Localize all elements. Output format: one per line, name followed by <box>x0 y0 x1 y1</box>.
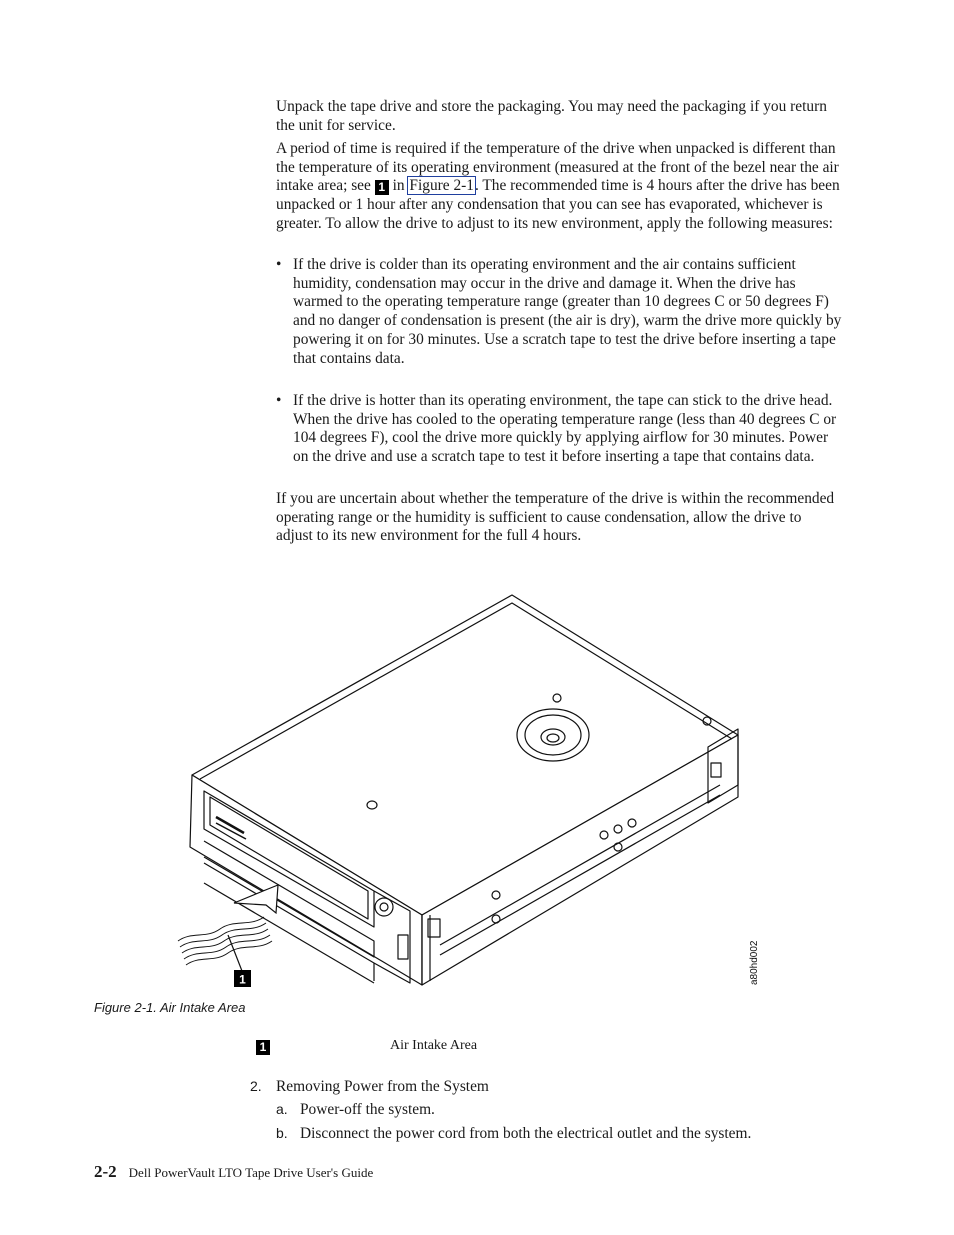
figure-caption: Figure 2-1. Air Intake Area <box>94 1000 246 1015</box>
step-a-number: a. <box>276 1101 288 1117</box>
intro-paragraph <box>276 98 842 135</box>
uncertain-paragraph <box>276 490 842 546</box>
legend-label: Air Intake Area <box>390 1038 478 1053</box>
step-2-number: 2. <box>250 1078 262 1094</box>
tape-drive-illustration <box>160 585 770 995</box>
bullet-marker: • <box>276 392 282 409</box>
figure-callout-1-label: 1 <box>239 972 246 987</box>
page-footer <box>94 1162 373 1182</box>
bullet-marker: • <box>276 256 282 273</box>
figure-legend <box>256 1038 756 1058</box>
temperature-text-end: . The recommended time is 4 hours after the drive has been unpacked or 1 hour after any condensation that you can see has evaporated, whichever is greater. To allow the drive to adjust to its new environment, apply the following measures: <box>276 177 840 232</box>
bullet-colder-text: If the drive is colder than its operating environment and the air contains sufficient humidity, condensation may occur in the drive and damage it. When the drive has warmed to the operating temperature range (greater than 10 degrees C or 50 degrees F) and no danger of condensation is present (the air is dry), warm the drive more quickly by powering it on for 30 minutes. Use a scratch tape to test the drive before inserting a tape that contains data. <box>293 256 842 367</box>
step-a-text: Power-off the system. <box>300 1101 435 1118</box>
legend-callout-1: 1 <box>256 1040 270 1055</box>
temperature-paragraph <box>276 140 842 234</box>
uncertain-text: If you are uncertain about whether the temperature of the drive is within the recommended operating range or the humidity is sufficient to cause condensation, allow the drive to adjust to its new environment for the full 4 hours. <box>276 490 835 545</box>
bullet-hotter <box>276 392 842 467</box>
document-title: Dell PowerVault LTO Tape Drive User's Guide <box>128 1165 374 1180</box>
callout-marker-1: 1 <box>375 180 389 195</box>
unpack-text: Unpack the tape drive and store the packaging. You may need the packaging if you return the unit for service. <box>276 98 827 134</box>
step-2-text: Removing Power from the System <box>276 1078 489 1095</box>
figure-2-1-link[interactable]: Figure 2-1 <box>409 177 474 195</box>
step-b-number: b. <box>276 1125 288 1141</box>
in-word: in <box>392 177 405 195</box>
bullet-hotter-text: If the drive is hotter than its operating environment, the tape can stick to the drive head. When the drive has cooled to the operating temperature range (less than 40 degrees C or 104 degrees F), cool the drive more quickly by applying airflow for 30 minutes. Power on the drive and use a scratch tape to test it before inserting a tape that contains data. <box>293 392 837 466</box>
temperature-text-start: A period of time is required if the temperature of the drive when unpacked is different than the temperature of its operating environment (measured at the front of the bezel near the air intake area; see <box>276 140 839 195</box>
page-number: 2-2 <box>94 1162 117 1181</box>
figure-image-id: a80hd002 <box>749 940 760 985</box>
step-b-text: Disconnect the power cord from both the electrical outlet and the system. <box>300 1125 752 1142</box>
bullet-colder <box>276 256 842 368</box>
